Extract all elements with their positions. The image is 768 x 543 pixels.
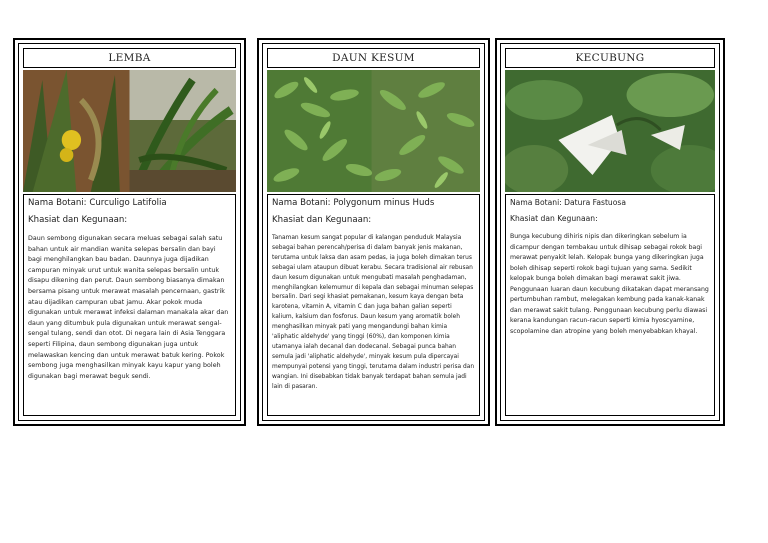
card-title: KECUBUNG xyxy=(505,48,715,68)
benefits-heading: Khasiat dan Kegunaan: xyxy=(510,214,598,223)
card-description xyxy=(23,194,236,416)
card-lemba xyxy=(13,38,246,426)
benefits-heading: Khasiat dan Kegunaan: xyxy=(28,215,128,225)
card-description xyxy=(505,194,715,416)
benefits-heading: Khasiat dan Kegunaan: xyxy=(272,215,372,225)
benefits-text: Daun sembong digunakan secara meluas sebagai salah satu bahan untuk air mandian wanita selepas bersalin dan bayi bagi menghilangkan bau badan. Daunnya juga dijadikan campuran minyak urut untuk wanita selepas bersalin untuk disapu dikening dan perut. Daun sembong biasanya dimakan bersama pisang untuk merawat masalah pencernaan, gastrik atau dijadikan campuran ubat jamu. Akar pokok muda digunakan untuk merawat infeksi dalaman manakala akar dan daun yang ditumbuk pula digunakan untuk merawat sengal-sengal tulang, sendi dan otot. Di negara lain di Asia Tenggara seperti Filipina, daun sembong digunakan juga untuk melawaskan kencing dan untuk merawat batuk kering. Pokok sembong juga menghasilkan minyak kayu kapur yang boleh digunakan bagi merawat beguk sendi. xyxy=(28,235,229,380)
kecubung-photo xyxy=(505,70,715,192)
botanical-name: Nama Botani: Curculigo Latifolia xyxy=(28,198,167,208)
kesum-photo xyxy=(267,70,480,192)
card-kecubung xyxy=(495,38,725,426)
botanical-name: Nama Botani: Datura Fastuosa xyxy=(510,198,626,207)
card-title: DAUN KESUM xyxy=(267,48,480,68)
card-daun-kesum xyxy=(257,38,490,426)
lemba-photo xyxy=(23,70,236,192)
botanical-name: Nama Botani: Polygonum minus Huds xyxy=(272,198,435,208)
card-title: LEMBA xyxy=(23,48,236,68)
benefits-text: Bunga kecubung dihiris nipis dan dikeringkan sebelum ia dicampur dengan tembakau untuk dihisap sebagai rokok bagi merawat penyakit lelah. Kelopak bunga yang dikeringkan juga boleh dihisap seperti rokok bagi tujuan yang sama. Sedikit kelopak bunga boleh dimakan bagi merawat sakit jiwa. Penggunaan luaran daun kecubung dikatakan dapat meransang pertumbuhan rambut, melegakan kembung pada kanak-kanak dan merawat sakit tulang. Penggunaan kecubung perlu diawasi kerana kandungan racun-racun seperti kimia hyoscyamine, scopolamine dan atropine yang boleh menyebabkan khayal. xyxy=(510,233,709,335)
card-description xyxy=(267,194,480,416)
benefits-text: Tanaman kesum sangat popular di kalangan penduduk Malaysia sebagai bahan perencah/perisa di dalam banyak jenis makanan, terutama untuk laksa dan asam pedas, ia juga boleh dimakan terus sebagai ulam ataupun dibuat kerabu. Secara tradisional air rebusan daun kesum digunakan untuk mengubati masalah penghadaman, menghilangkan kelemumur di kepala dan sebagai minuman selepas bersalin. Dari segi khasiat pemakanan, kesum kaya dengan beta karotena, vitamin A, vitamin C dan juga bahan galian seperti kalium, kalsium dan fosforus. Daun kesum yang aromatik boleh menghasilkan minyak pati yang mengandungi bahan kimia 'aliphatic aldehyde' yang tinggi (60%), dan komponen kimia utamanya ialah decanal dan dodecanal. Sebagai punca bahan semula jadi 'aliphatic aldehyde', minyak kesum pula dipercayai mempunyai potensi yang tinggi, terutama dalam industri perisa dan wangian. Ini disebabkan tidak banyak terdapat bahan semula jadi lain di pasaran. xyxy=(272,235,475,390)
